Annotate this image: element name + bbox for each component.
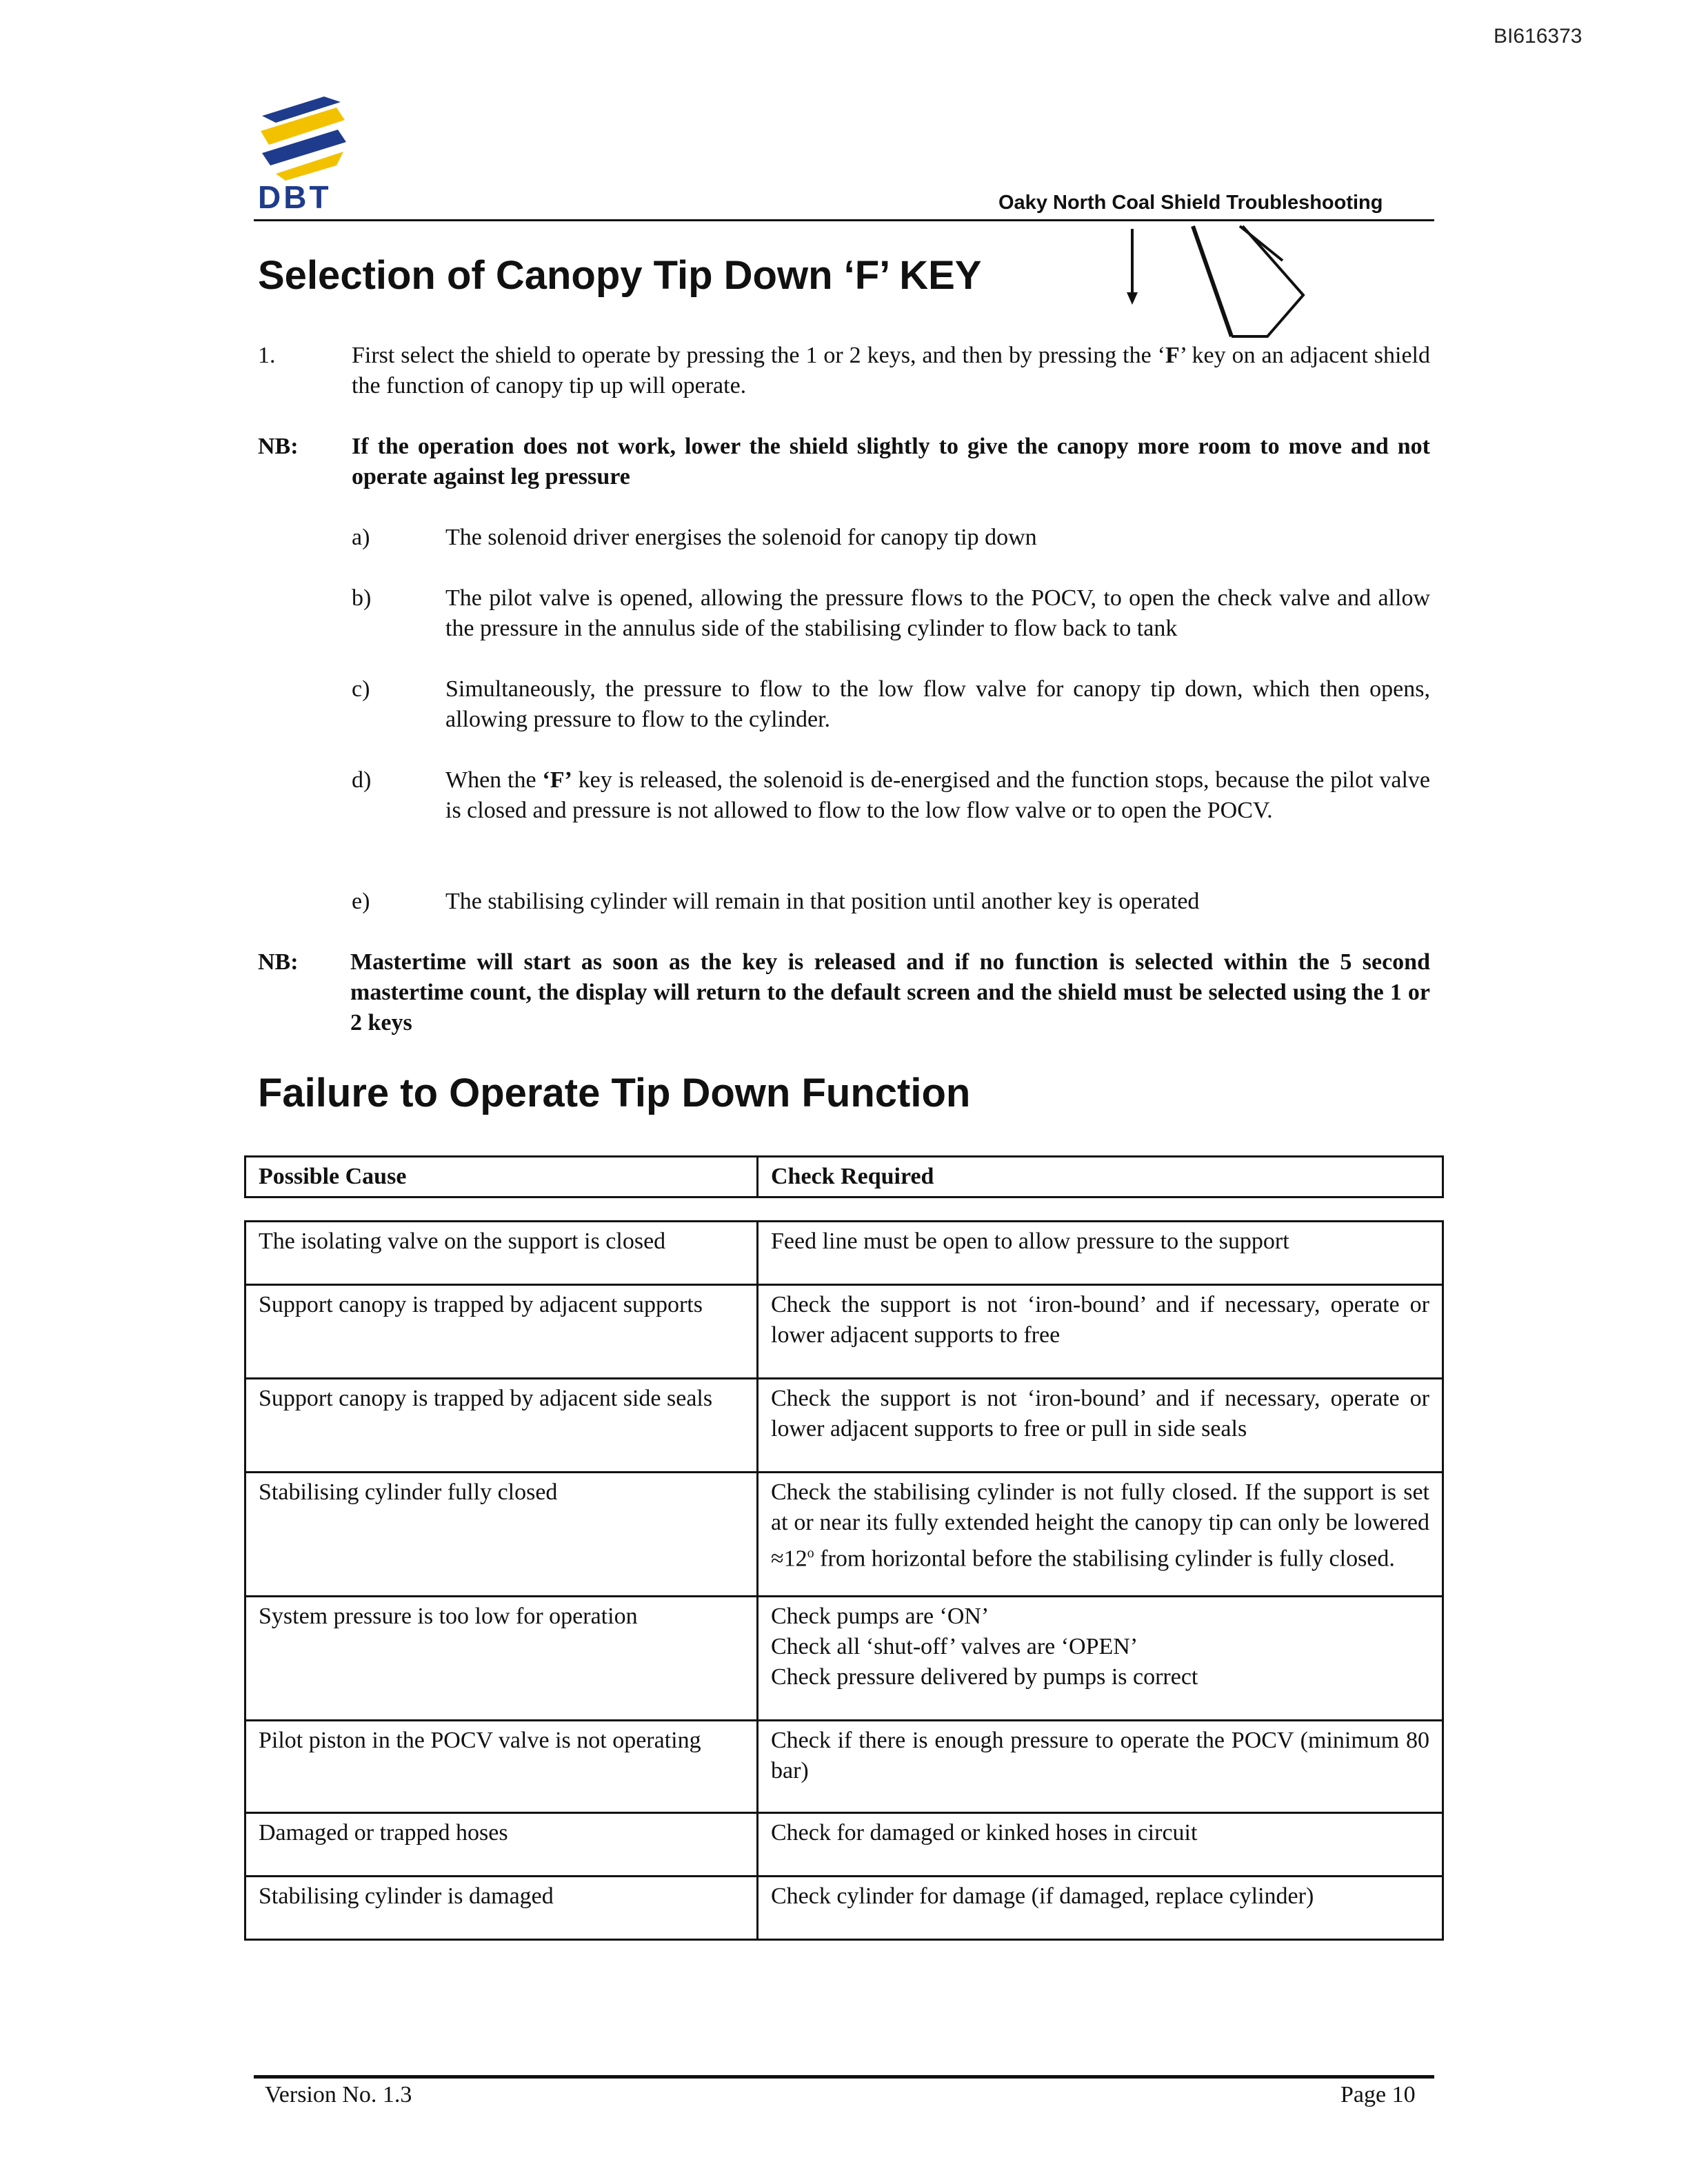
check-cell: Check for damaged or kinked hoses in circuit <box>758 1813 1443 1877</box>
document-id: BI616373 <box>1494 25 1582 48</box>
section-title-tip-down: Selection of Canopy Tip Down ‘F’ KEY <box>258 253 982 298</box>
list-item-text: The stabilising cylinder will remain in that position until another key is operated <box>445 889 1200 914</box>
list-item-label: d) <box>352 767 372 793</box>
cause-cell: Damaged or trapped hoses <box>245 1813 758 1877</box>
check-line: Check pressure delivered by pumps is correct <box>771 1664 1198 1690</box>
check-cell: Check the stabilising cylinder is not fully closed. If the support is set at or near its fully extended height the canopy tip can only be lowered $\approx 12^o$ from horizontal before the stabilising cylinder is fully closed. <box>758 1473 1443 1597</box>
cause-cell: Pilot piston in the POCV valve is not operating <box>245 1721 758 1813</box>
table-row <box>245 1222 1443 1285</box>
check-cell: Check if there is enough pressure to operate the POCV (minimum 80 bar) <box>758 1721 1443 1813</box>
section-title-failure: Failure to Operate Tip Down Function <box>258 1071 971 1115</box>
table-row <box>245 1597 1443 1721</box>
nb-label: NB: <box>258 949 299 975</box>
footer-rule <box>254 2075 1434 2079</box>
check-cell: Feed line must be open to allow pressure to the support <box>758 1222 1443 1285</box>
table-row <box>245 1379 1443 1473</box>
check-cell: Check the support is not ‘iron-bound’ and if necessary, operate or lower adjacent supports to free <box>758 1285 1443 1379</box>
list-item-label: a) <box>352 525 370 550</box>
column-header-cause: Possible Cause <box>245 1157 758 1197</box>
troubleshooting-table-header <box>244 1155 1444 1198</box>
table-row <box>245 1877 1443 1940</box>
step-number: 1. <box>258 343 276 368</box>
step-1-text: First select the shield to operate by pressing the 1 or 2 keys, and then by pressing the ‘F’ key on an adjacent shield the function of canopy tip up will operate. <box>352 343 1431 398</box>
cause-cell: Support canopy is trapped by adjacent side seals <box>245 1379 758 1473</box>
table-row <box>245 1285 1443 1379</box>
check-cell: Check cylinder for damage (if damaged, replace cylinder) <box>758 1877 1443 1940</box>
table-row <box>245 1813 1443 1877</box>
list-item-text: The solenoid driver energises the solenoid for canopy tip down <box>445 525 1037 550</box>
troubleshooting-table <box>244 1220 1444 1941</box>
check-line: Check pumps are ‘ON’ <box>771 1604 989 1629</box>
table-row <box>245 1473 1443 1597</box>
nb-label: NB: <box>258 434 299 459</box>
list-item-text: The pilot valve is opened, allowing the pressure flows to the POCV, to open the check valve and allow the pressure in the annulus side of the stabilising cylinder to flow back to tank <box>445 585 1430 641</box>
list-item-label: c) <box>352 676 370 702</box>
cause-cell: Support canopy is trapped by adjacent supports <box>245 1285 758 1379</box>
cause-cell: Stabilising cylinder fully closed <box>245 1473 758 1597</box>
nb-note-1: If the operation does not work, lower the shield slightly to give the canopy more room to move and not operate against leg pressure <box>352 434 1430 489</box>
column-header-check: Check Required <box>758 1157 1443 1197</box>
check-cell <box>758 1597 1443 1721</box>
list-item-text: When the ‘F’ key is released, the solenoid is de-energised and the function stops, because the pilot valve is closed and pressure is not allowed to flow to the low flow valve or to open the POCV. <box>445 767 1431 823</box>
nb-note-2: Mastertime will start as soon as the key is released and if no function is selected within the 5 second mastertime count, the display will return to the default screen and the shield must be selected using the 1 or 2 keys <box>350 949 1430 1035</box>
logo-text: DBT <box>258 179 332 214</box>
cause-cell: The isolating valve on the support is closed <box>245 1222 758 1285</box>
dbt-logo <box>255 90 352 214</box>
header-title: Oaky North Coal Shield Troubleshooting <box>998 192 1383 214</box>
cause-cell: System pressure is too low for operation <box>245 1597 758 1721</box>
check-cell: Check the support is not ‘iron-bound’ and if necessary, operate or lower adjacent supports to free or pull in side seals <box>758 1379 1443 1473</box>
canopy-tip-down-symbol-icon <box>1103 221 1331 338</box>
list-item-text: Simultaneously, the pressure to flow to the low flow valve for canopy tip down, which then opens, allowing pressure to flow to the cylinder. <box>445 676 1430 732</box>
version-number: Version No. 1.3 <box>265 2082 412 2107</box>
list-item-label: e) <box>352 889 370 914</box>
cause-cell: Stabilising cylinder is damaged <box>245 1877 758 1940</box>
check-line: Check all ‘shut-off’ valves are ‘OPEN’ <box>771 1634 1138 1659</box>
list-item-label: b) <box>352 585 372 611</box>
table-row <box>245 1721 1443 1813</box>
page-number: Page 10 <box>1340 2082 1416 2107</box>
